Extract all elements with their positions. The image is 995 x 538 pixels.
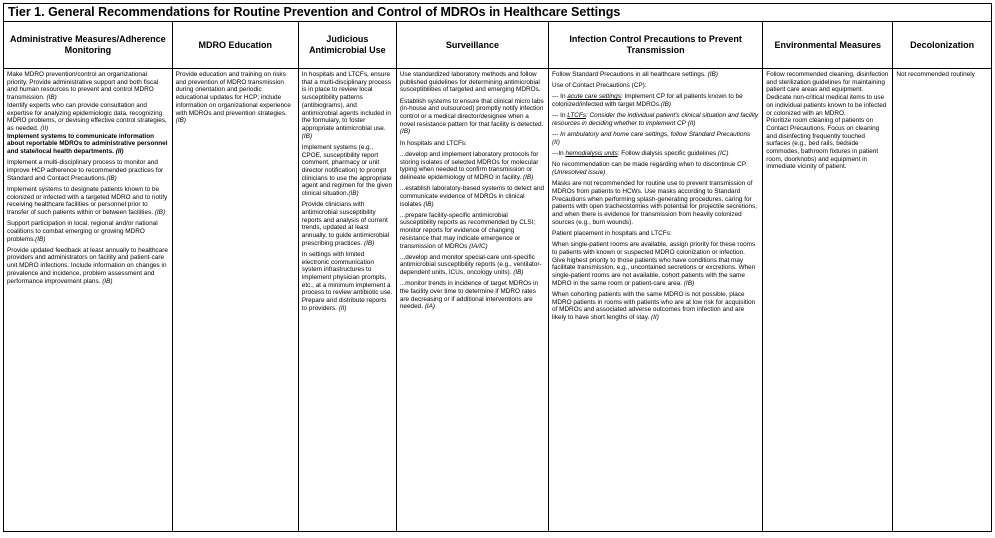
surveillance-item: ...develop and implement laboratory protocols for storing isolates of selected MDROs for molecular typing when needed to confirm transmission or delineate epidemiology of MDRO in facility. (IB) — [399, 150, 539, 181]
surveillance-cell — [396, 69, 548, 532]
admin-item: Support participation in local, regional and/or national coalitions to combat emerging or growing MDRO problems.(IB) — [7, 220, 158, 243]
admin-item: Provide updated feedback at least annually to healthcare providers and administrators on facility and patient-care unit MDRO infections. Include information on changes in prevalence and incidence, problem assessment and performance improvement plans. (IB) — [7, 246, 168, 285]
header-admin: Administrative Measures/Adherence Monitoring — [4, 22, 172, 69]
surveillance-item: In hospitals and LTCFs: — [399, 139, 467, 147]
antimicrobial-item: In settings with limited electronic communication system infrastructures to implement physician prompts, etc., at a minimum implement a process to review antibiotic use. Prepare and distribute reports to providers. (II) — [301, 250, 393, 312]
header-row — [4, 22, 991, 69]
header-antimicrobial: Judicious Antimicrobial Use — [298, 22, 396, 69]
infection-control-item: Follow Standard Precautions in all healthcare settings. (IB) — [552, 71, 718, 78]
content-row — [4, 69, 991, 532]
infection-control-item: Patient placement in hospitals and LTCFs: — [552, 229, 672, 237]
environmental-item: Follow recommended cleaning, disinfection and sterilization guidelines for maintaining patient care areas and equipment. Dedicate non-critical medical items to use on individual patients known to be infected or colonized with an MDRO. Prioritize room cleaning of patients on Contact Precautions. Focus on cleaning and disinfecting frequently touched surfaces (e.g., bed rails, bedside commodes, bathroom fixtures in patient room, doorknobs) and equipment in immediate vicinity of patient. — [766, 71, 889, 171]
admin-cell — [4, 69, 172, 532]
infection-control-item: No recommendation can be made regarding when to discontinue CP. (Unresolved issue) — [552, 161, 747, 177]
antimicrobial-item: Provide clinicians with antimicrobial susceptibility reports and analysis of current trends, updated at least annually, to guide antimicrobial prescribing practices. (IB) — [301, 201, 390, 247]
header-education: MDRO Education — [172, 22, 298, 69]
surveillance-item: Use standardized laboratory methods and follow published guidelines for determining antimicrobial susceptibilities of targeted and emerging MDROs. — [399, 71, 541, 94]
education-item: Provide education and training on risks and prevention of MDRO transmission during orientation and periodic educational updates for HCP; include information on organizational experience with MDROs and prevention strategies. (IB) — [175, 71, 291, 125]
infection-control-item: ---In hemodialysis units: Follow dialysis specific guidelines (IC) — [552, 150, 729, 158]
antimicrobial-cell — [298, 69, 396, 532]
guideline-table-page — [3, 3, 992, 532]
recommendations-table — [4, 22, 991, 531]
table-title: Tier 1. General Recommendations for Routine Prevention and Control of MDROs in Healthcare Settings — [4, 4, 991, 22]
antimicrobial-item: Implement systems (e.g., CPOE, susceptibility report comment, pharmacy or unit director notification) to prompt clinicians to use the appropriate agent and regimen for the given clinical situation.(IB) — [301, 143, 393, 198]
admin-item: Make MDRO prevention/control an organizational priority. Provide administrative support and both fiscal and human resources to prevent and control MDRO transmission. (IB) Identify experts who can provide consultation and expertise for analyzing epidemiologic data, recognizing MDRO problems, or devising effective control strategies, as needed. (II) Implement systems to communicate information about reportable MDROs to administrative personnel and state/local health departments. (II) — [7, 71, 168, 156]
infection-control-item: Use of Contact Precautions (CP): — [552, 82, 647, 90]
infection-control-item: When cohorting patients with the same MDRO is not possible, place MDRO patients in rooms with patients who are at low risk for acquisition of MDROs and associated adverse outcomes from infection and are likely to have short lengths of stay. (II) — [552, 290, 756, 321]
infection-control-item: --- In ambulatory and home care settings, follow Standard Precautions (II) — [552, 131, 751, 146]
header-infection-control: Infection Control Precautions to Prevent Transmission — [549, 22, 763, 69]
infection-control-item: --- In acute care settings: Implement CP for all patients known to be colonized/infected with target MDROs.(IB) — [552, 93, 743, 109]
infection-control-item: When single-patient rooms are available, assign priority for these rooms to patients with known or suspected MDRO colonization or infection. Give highest priority to those patients who have conditions that may facilitate transmission, e.g., uncontained secretions or excretions. When single-patient rooms are not available, cohort patients with the same MDRO in the same room or patient-care area. (IB) — [552, 241, 756, 287]
environmental-cell — [763, 69, 893, 532]
surveillance-item: ...prepare facility-specific antimicrobial susceptibility reports as recommended by CLSI; monitor reports for evidence of changing resistance that may indicate emergence or transmission of MDROs (IA/IC) — [399, 211, 536, 250]
infection-control-cell — [549, 69, 763, 532]
surveillance-item: ...monitor trends in incidence of target MDROs in the facility over time to determine if MDRO rates are decreasing or if additional interventions are needed. (IA) — [399, 280, 539, 311]
header-surveillance: Surveillance — [396, 22, 548, 69]
admin-item: Implement systems to designate patients known to be colonized or infected with a targeted MDRO and to notify receiving healthcare facilities or personnel prior to transfer of such patients within or between facilities. (IB) — [7, 185, 168, 216]
infection-control-item: --- In LTCFs: Consider the individual patient's clinical situation and facility resources in deciding whether to implement CP (II) — [552, 112, 759, 128]
surveillance-item: ...develop and monitor special-care unit-specific antimicrobial susceptibility reports (e.g., ventilator-dependent units, ICUs, oncology units). (IB) — [399, 253, 542, 277]
surveillance-item: ...establish laboratory-based systems to detect and communicate evidence of MDROs in clinical isolates (IB) — [399, 185, 545, 208]
header-environmental: Environmental Measures — [763, 22, 893, 69]
education-cell — [172, 69, 298, 532]
surveillance-item: Establish systems to ensure that clinical micro labs (in-house and outsourced) promptly notify infection control or a medical director/designee when a novel resistance pattern for that facility is detected. (IB) — [399, 97, 544, 136]
antimicrobial-item: In hospitals and LTCFs, ensure that a multi-disciplinary process is in place to review local susceptibility patterns (antibiograms), and antimicrobial agents included in the formulary, to foster appropriate antimicrobial use. (IB) — [301, 71, 391, 140]
decolonization-item: Not recommended routinely — [896, 71, 975, 78]
header-decolonization: Decolonization — [893, 22, 991, 69]
infection-control-item: Masks are not recommended for routine use to prevent transmission of MDROs from patients to HCWs. Use masks according to Standard Precautions when performing splash-generating procedures, caring for patients with open tracheostomies with potential for projectile secretions, and when there is evidence for transmission from heavily colonized sources (e.g., burn wounds). — [552, 180, 757, 226]
admin-item: Implement a multi-disciplinary process to monitor and improve HCP adherence to recommended practices for Standard and Contact Precautions.(IB) — [7, 159, 164, 182]
decolonization-cell — [893, 69, 991, 532]
